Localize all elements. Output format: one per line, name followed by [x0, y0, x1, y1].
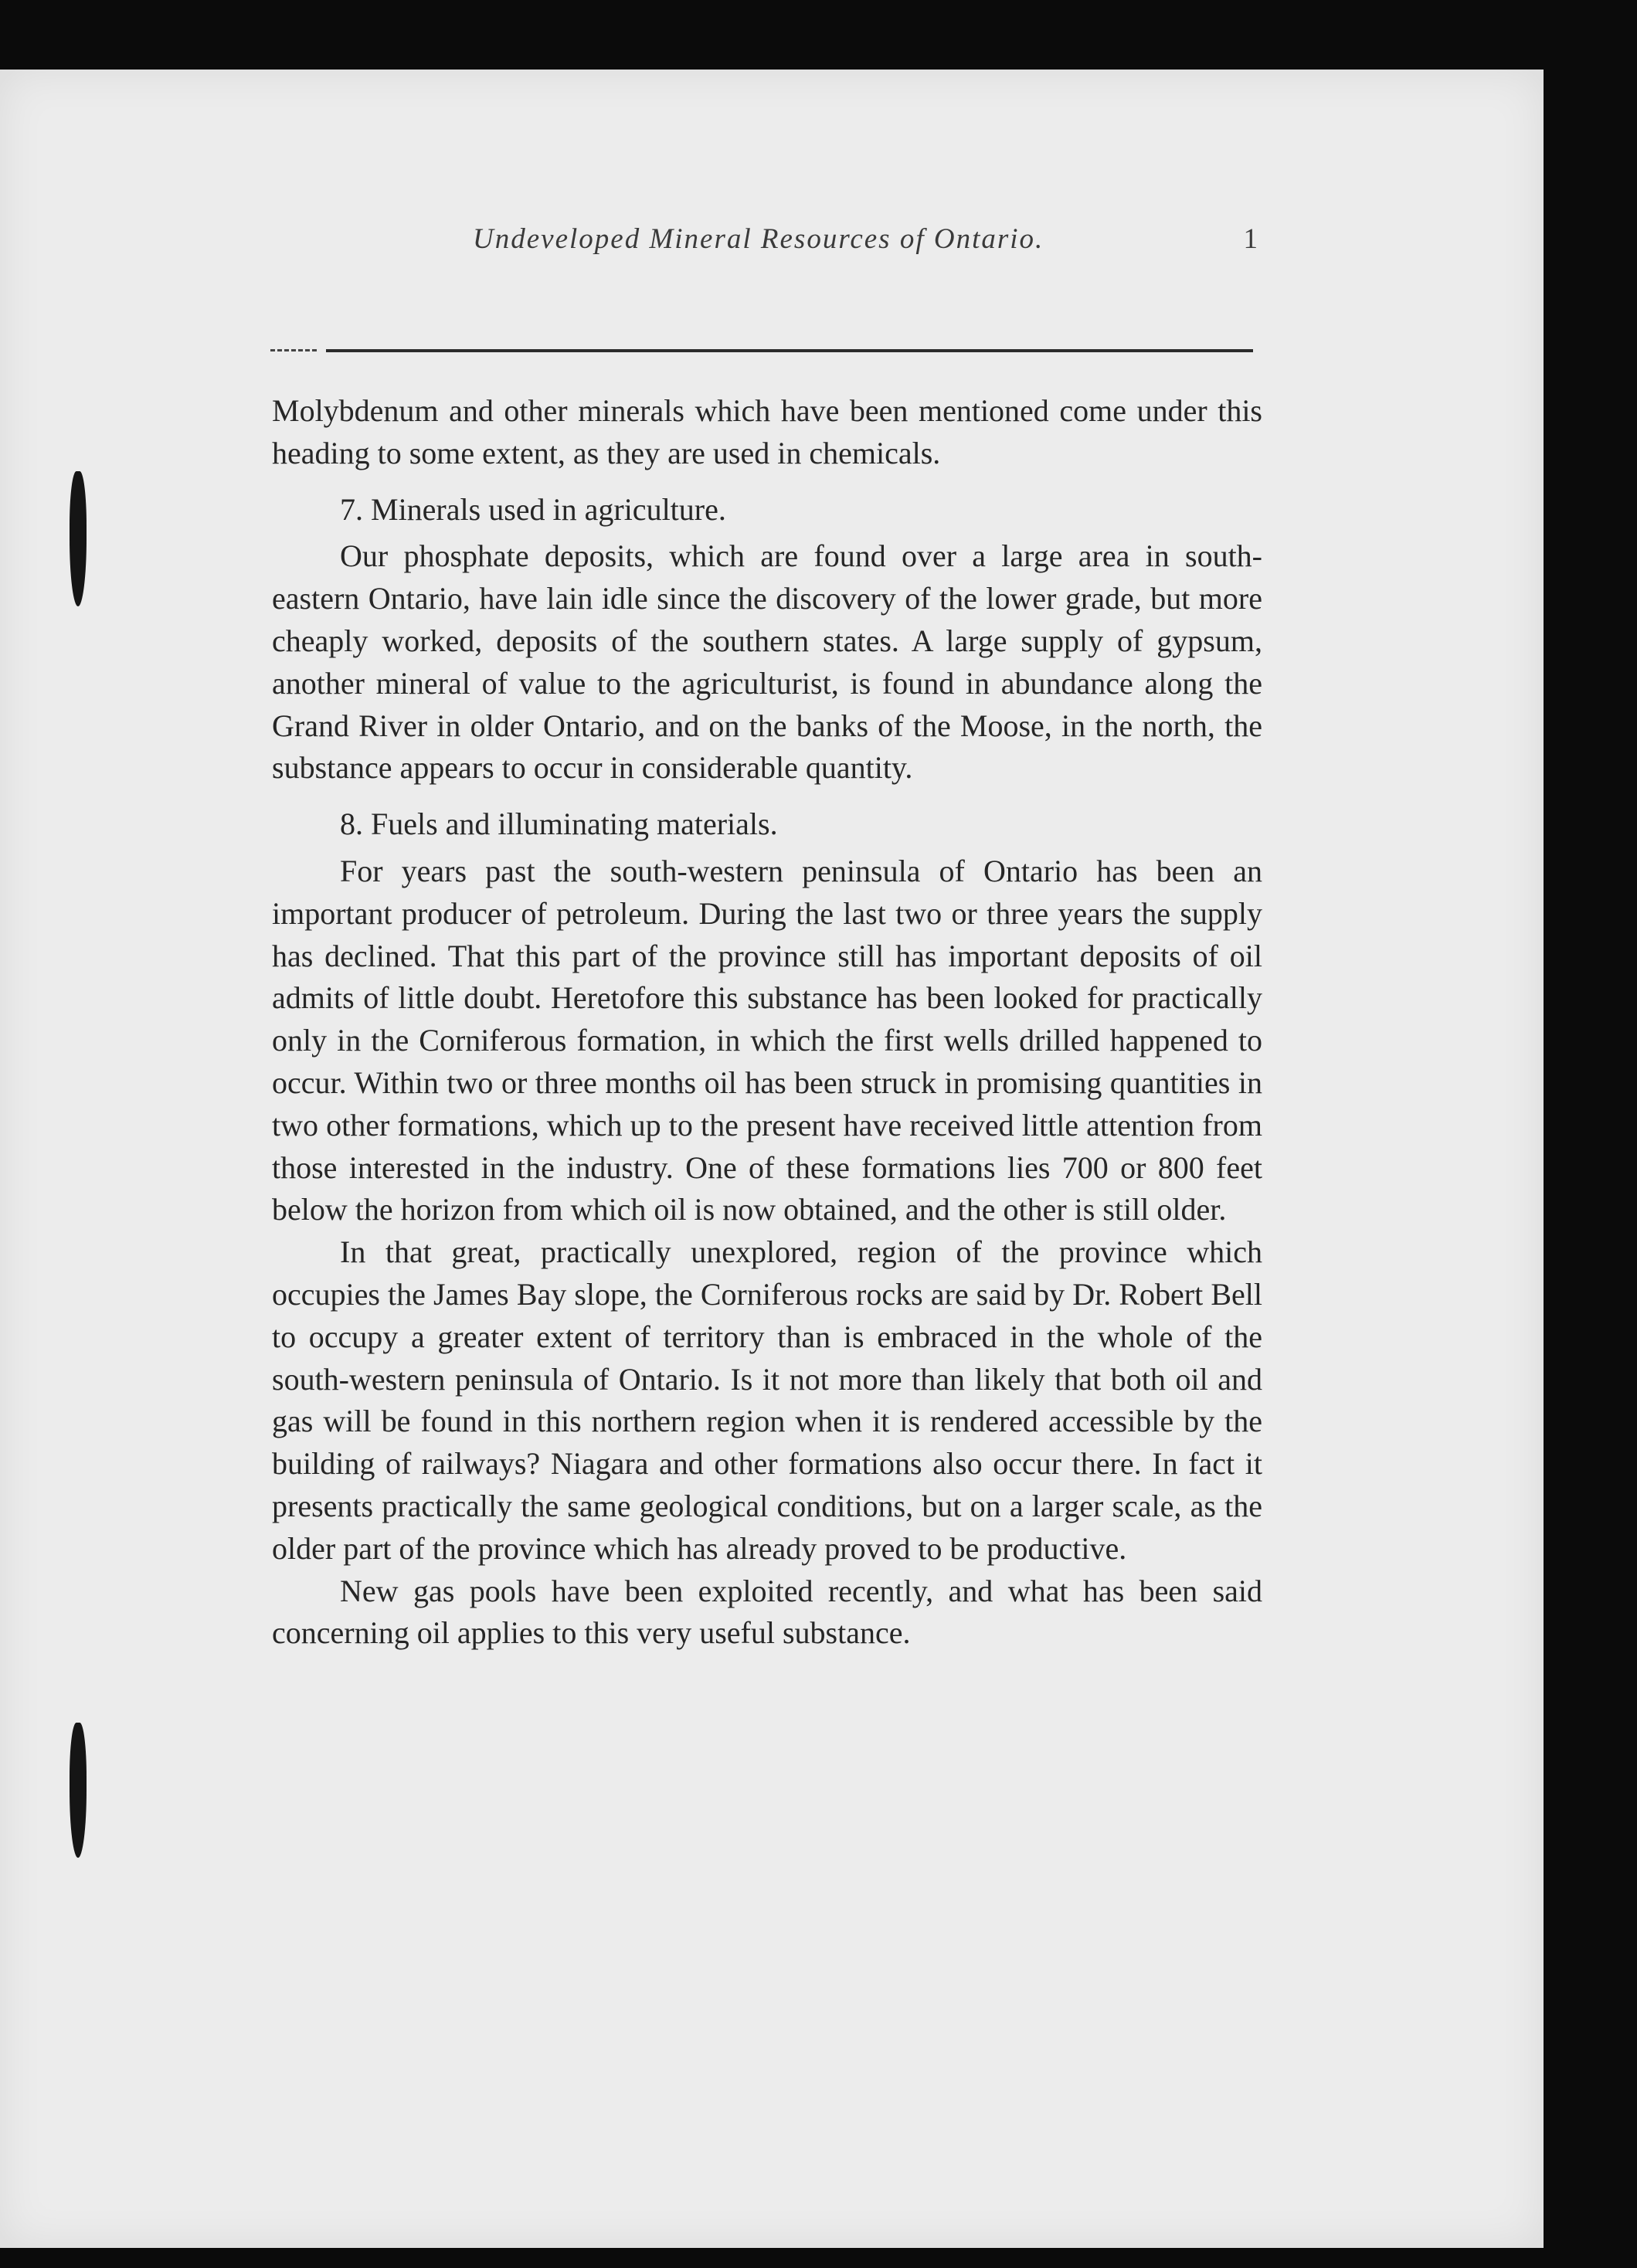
paragraph-petroleum: For years past the south-western peninsula of Ontario has been an important producer of petroleum. During the last two or three years the supply has declined. That this part of the province still has important deposits of oil admits of little doubt. Heretofore this substance has been looked for practically only in the Corniferous formation, in which the first wells drilled happened to occur. Within two or three months oil has been struck in promising quantities in two other formations, which up to the present have received little attention from those interested in the industry. One of these formations lies 700 or 800 feet below the horizon from which oil is now obtained, and the other is still older. — [272, 853, 1262, 1227]
binding-hole-top — [70, 471, 87, 606]
body-text — [272, 390, 1262, 1655]
paragraph-molybdenum: Molybdenum and other minerals which have been mentioned come under this heading to some extent, as they are used in chemicals. — [272, 393, 1262, 470]
header-rule — [326, 349, 1253, 352]
section-heading-fuels: 8. Fuels and illuminating materials. — [340, 806, 778, 842]
paragraph-james-bay: In that great, practically unexplored, region of the province which occupies the James Bay slope, the Corniferous rocks are said by Dr. Robert Bell to occupy a greater extent of territory than is embraced in the whole of the south-western peninsula of Ontario. Is it not more than likely that both oil and gas will be found in this northern region when it is rendered accessible by the building of railways? Niagara and other formations also occur there. In fact it presents practically the same geological conditions, but on a larger scale, as the older part of the province which has already proved to be productive. — [272, 1234, 1262, 1566]
page-number: 1 — [1243, 223, 1259, 255]
paragraph-phosphate: Our phosphate deposits, which are found over a large area in south-eastern Ontario, have lain idle since the discovery of the lower grade, but more cheaply worked, deposits of the southern states. A large supply of gypsum, another mineral of value to the agriculturist, is found in abundance along the Grand River in older Ontario, and on the banks of the Moose, in the north, the substance appears to occur in considerable quantity. — [272, 538, 1262, 786]
header-rule-dash — [270, 349, 317, 354]
paragraph-gas-pools: New gas pools have been exploited recently, and what has been said concerning oil applies to this very useful substance. — [272, 1573, 1262, 1651]
section-heading-agriculture: 7. Minerals used in agriculture. — [340, 491, 726, 527]
binding-hole-bottom — [70, 1723, 87, 1858]
running-head-title: Undeveloped Mineral Resources of Ontario. — [473, 223, 1044, 255]
running-head — [270, 222, 1259, 266]
